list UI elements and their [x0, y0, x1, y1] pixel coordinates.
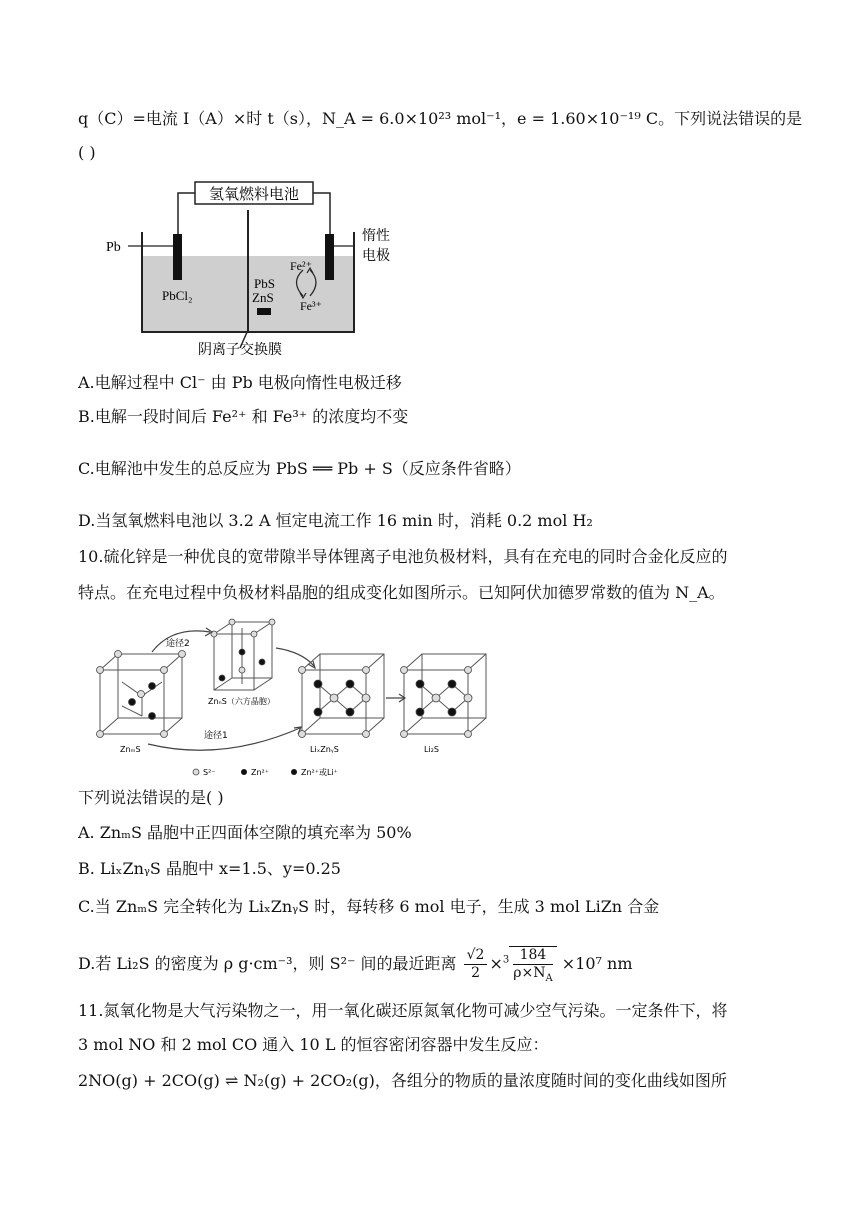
znms-label: ZnₘS [120, 745, 141, 754]
fe2-label: Fe²⁺ [290, 259, 312, 273]
q10-option-d: D.若 Li₂S 的密度为 ρ g·cm⁻³，则 S²⁻ 间的最近距离 $\frac{√2}{2}$ ×$^3$ $\frac{184}{\rho\times N_A}$ ×10⁷ nm [78, 947, 633, 984]
crystal-cell-diagram [92, 612, 512, 782]
pbcl2-label: PbCl₂ [162, 288, 193, 303]
cube-root: $\frac{184}{\rho\times N_A}$ [509, 946, 556, 982]
li2s-cell [404, 654, 486, 734]
route1-label: 途径1 [204, 731, 228, 741]
legend-znli: Zn²⁺或Li⁺ [301, 768, 338, 777]
pb-electrode [173, 234, 182, 280]
q9-intro-line1: q（C）=电流 I（A）×时 t（s），N_A = 6.0×10²³ mol⁻¹，e = 1.60×10⁻¹⁹ C。下列说法错误的是 [78, 109, 803, 128]
zns-label: ZnS [252, 290, 274, 305]
hex-cell-label: ZnₙS（六方晶胞） [208, 697, 275, 706]
q9-option-c: C.电解池中发生的总反应为 PbS ══ Pb + S（反应条件省略） [78, 459, 521, 478]
lixznys-label: LiₓZnᵧS [310, 745, 339, 754]
electrolysis-diagram [100, 170, 400, 360]
q10-stem-line2: 特点。在充电过程中负极材料晶胞的组成变化如图所示。已知阿伏加德罗常数的值为 N_A。 [78, 583, 725, 602]
fuel-cell-label: 氢氧燃料电池 [208, 185, 300, 203]
q9-option-b: B.电解一段时间后 Fe²⁺ 和 Fe³⁺ 的浓度均不变 [78, 407, 409, 426]
atoms [97, 619, 473, 738]
q10-question: 下列说法错误的是( ) [78, 788, 224, 807]
sqrt2-over-2: $\frac{√2}{2}$ [464, 947, 488, 982]
legend-zn: Zn²⁺ [251, 768, 269, 777]
q10-option-d-suffix: ×10⁷ nm [561, 954, 633, 973]
inert-label-1: 惰性 [362, 228, 390, 244]
q9-option-a: A.电解过程中 Cl⁻ 由 Pb 电极向惰性电极迁移 [78, 373, 402, 392]
q11-stem-line1: 11.氮氧化物是大气污染物之一，用一氧化碳还原氮氧化物可减少空气污染。一定条件下，将 [78, 1001, 728, 1020]
q11-stem-line2: 3 mol NO 和 2 mol CO 通入 10 L 的恒容密闭容器中发生反应： [78, 1035, 549, 1054]
inert-electrode [325, 234, 334, 280]
q9-option-d: D.当氢氧燃料电池以 3.2 A 恒定电流工作 16 min 时，消耗 0.2 mol H₂ [78, 511, 593, 530]
q10-option-b: B. LiₓZnᵧS 晶胞中 x=1.5、y=0.25 [78, 859, 341, 878]
q9-intro-line2: ( ) [78, 143, 96, 162]
membrane-label: 阴离子交换膜 [198, 342, 282, 358]
q10-option-c: C.当 ZnₘS 完全转化为 LiₓZnᵧS 时，每转移 6 mol 电子，生成 3 mol LiZn 合金 [78, 897, 660, 916]
fe3-label: Fe³⁺ [300, 299, 322, 313]
pbs-label: PbS [254, 276, 275, 291]
route2-label: 途径2 [166, 639, 190, 649]
legend-s: S²⁻ [203, 768, 216, 777]
q10-stem-line1: 10.硫化锌是一种优良的宽带隙半导体锂离子电池负极材料，具有在充电的同时合金化反应的 [78, 547, 728, 566]
inert-label-2: 电极 [362, 248, 390, 264]
q10-option-d-prefix: D.若 Li₂S 的密度为 ρ g·cm⁻³，则 S²⁻ 间的最近距离 [78, 954, 457, 973]
q10-option-a: A. ZnₘS 晶胞中正四面体空隙的填充率为 50% [78, 823, 412, 842]
li2s-label: Li₂S [424, 745, 439, 754]
q11-stem-line3: 2NO(g) + 2CO(g) ⇌ N₂(g) + 2CO₂(g)，各组分的物质的量浓度随时间的变化曲线如图所 [78, 1071, 727, 1090]
pb-label: Pb [106, 240, 121, 255]
